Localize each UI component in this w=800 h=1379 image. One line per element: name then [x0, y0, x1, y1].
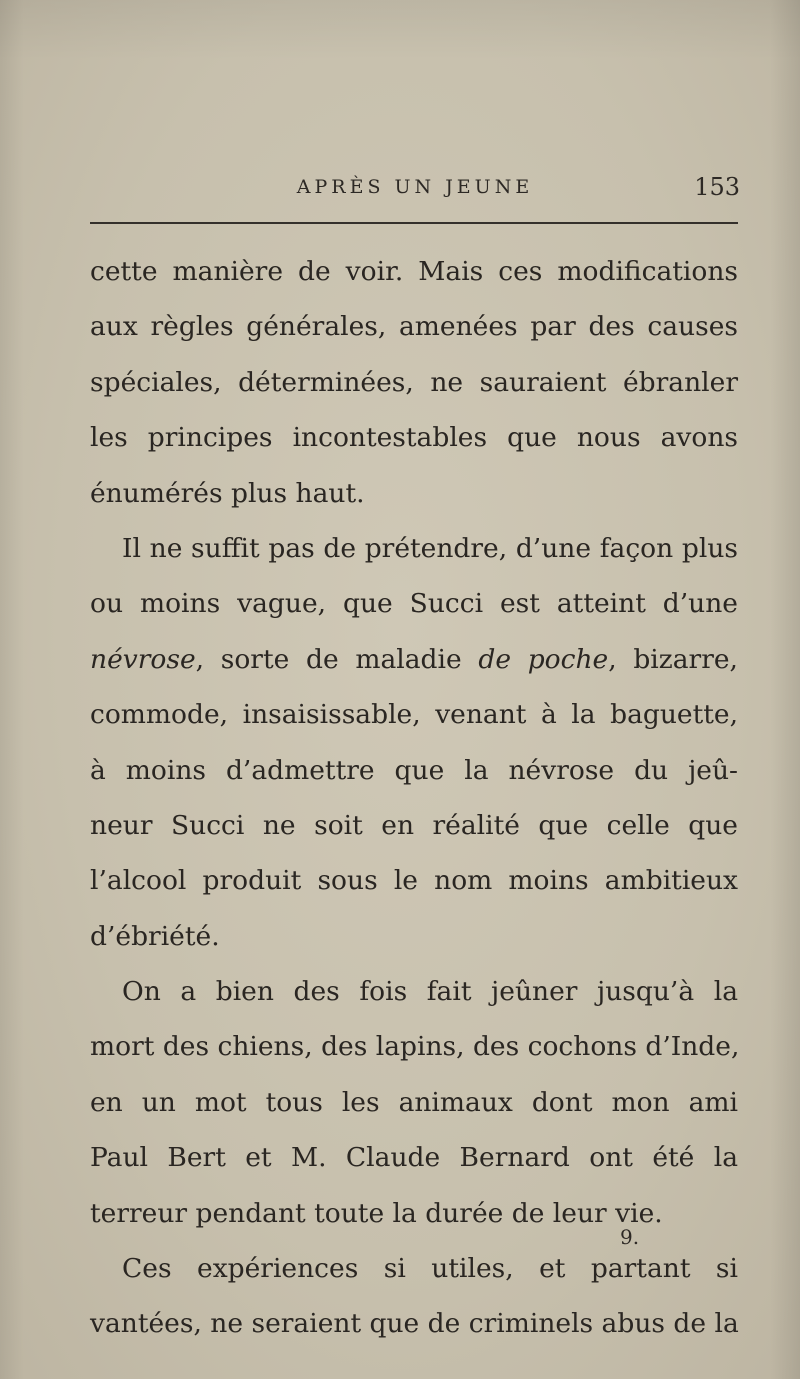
text-line: l’alcool produit sous le nom moins ambitieux: [90, 865, 738, 897]
text-fragment: , sorte de maladie: [195, 643, 479, 675]
text-line: Paul Bert et M. Claude Bernard ont été la: [90, 1142, 738, 1174]
text-line: à moins d’admettre que la névrose du jeû-: [90, 754, 738, 786]
text-line: aux règles générales, amenées par des causes: [90, 311, 738, 343]
text-line-mixed: [90, 632, 738, 687]
text-line: Ces expériences si utiles, et partant si: [122, 1253, 738, 1285]
text-line: vantées, ne seraient que de criminels abus de la: [90, 1308, 739, 1340]
text-line: neur Succi ne soit en réalité que celle que: [90, 809, 738, 841]
text-line: énumérés plus haut.: [90, 477, 365, 509]
text-line: spéciales, déterminées, ne sauraient ébranler: [90, 366, 738, 398]
signature-mark: 9.: [620, 1225, 640, 1249]
text-line: commode, insaisissable, venant à la baguette,: [90, 699, 738, 731]
text-line: On a bien des fois fait jeûner jusqu’à la: [122, 976, 738, 1008]
text-line: terreur pendant toute la durée de leur vie.: [90, 1197, 663, 1229]
text-line: en un mot tous les animaux dont mon ami: [90, 1086, 738, 1118]
text-fragment: , bizarre,: [608, 643, 738, 675]
text-line: Il ne suffit pas de prétendre, d’une façon plus: [122, 532, 738, 564]
italic-term: de poche: [478, 643, 609, 675]
header-rule: [90, 222, 738, 224]
text-line: cette manière de voir. Mais ces modifications: [90, 256, 738, 287]
body-text: [90, 244, 738, 1352]
running-head: [90, 172, 740, 202]
text-line: mort des chiens, des lapins, des cochons d’Inde,: [90, 1031, 740, 1063]
page-number: 153: [694, 173, 740, 201]
italic-term: névrose: [90, 643, 196, 675]
running-title: APRÈS UN JEUNE: [296, 176, 534, 198]
text-line: les principes incontestables que nous avons: [90, 422, 738, 454]
text-line: ou moins vague, que Succi est atteint d’une: [90, 588, 738, 620]
text-line: d’ébriété.: [90, 920, 220, 952]
